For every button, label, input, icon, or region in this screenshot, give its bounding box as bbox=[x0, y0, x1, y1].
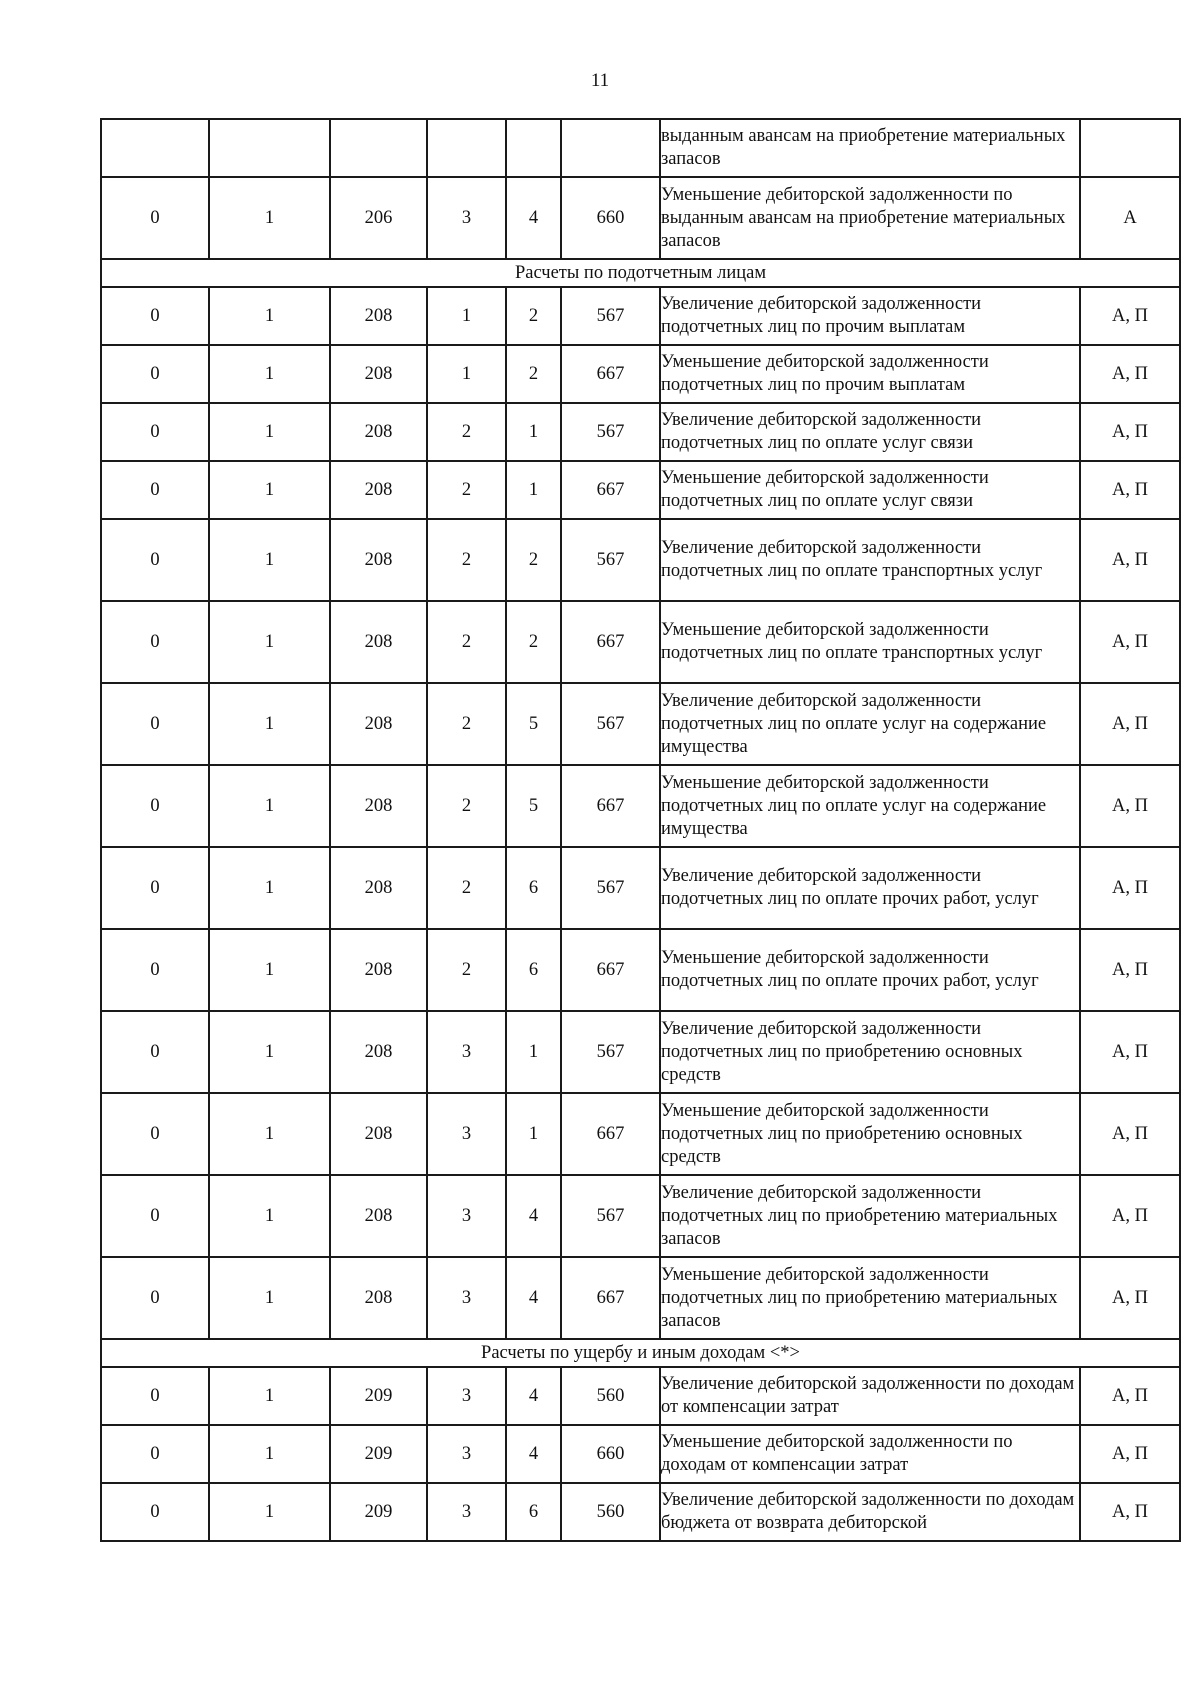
col-group: 2 bbox=[427, 929, 506, 1011]
col-article: 4 bbox=[506, 1367, 561, 1425]
col-article: 2 bbox=[506, 287, 561, 345]
col-account: 209 bbox=[330, 1425, 427, 1483]
operation-description: Уменьшение дебиторской задолженности подотчетных лиц по прочим выплатам bbox=[660, 345, 1080, 403]
operation-type: А, П bbox=[1080, 1367, 1180, 1425]
col-kosgu: 667 bbox=[561, 929, 660, 1011]
col-kosgu: 667 bbox=[561, 1257, 660, 1339]
operation-description: выданным авансам на приобретение материальных запасов bbox=[660, 119, 1080, 177]
operation-description: Уменьшение дебиторской задолженности по доходам от компенсации затрат bbox=[660, 1425, 1080, 1483]
operation-type: А, П bbox=[1080, 1425, 1180, 1483]
col-account: 208 bbox=[330, 683, 427, 765]
col-article: 5 bbox=[506, 765, 561, 847]
col-subsection: 1 bbox=[209, 1011, 330, 1093]
col-account: 209 bbox=[330, 1367, 427, 1425]
col-account: 208 bbox=[330, 1257, 427, 1339]
table-row bbox=[101, 461, 1180, 519]
table-row bbox=[101, 287, 1180, 345]
col-group: 2 bbox=[427, 683, 506, 765]
operation-type: А, П bbox=[1080, 519, 1180, 601]
operation-description: Увеличение дебиторской задолженности подотчетных лиц по прочим выплатам bbox=[660, 287, 1080, 345]
operation-description: Увеличение дебиторской задолженности по доходам от компенсации затрат bbox=[660, 1367, 1080, 1425]
col-subsection: 1 bbox=[209, 1425, 330, 1483]
table-row bbox=[101, 601, 1180, 683]
col-account: 208 bbox=[330, 519, 427, 601]
col-kosgu: 660 bbox=[561, 177, 660, 259]
col-article: 1 bbox=[506, 461, 561, 519]
col-group: 3 bbox=[427, 1011, 506, 1093]
table-row bbox=[101, 1011, 1180, 1093]
col-account: 208 bbox=[330, 929, 427, 1011]
operation-type: А, П bbox=[1080, 1093, 1180, 1175]
col-section: 0 bbox=[101, 847, 209, 929]
col-kosgu: 660 bbox=[561, 1425, 660, 1483]
col-section: 0 bbox=[101, 1483, 209, 1541]
col-group: 1 bbox=[427, 287, 506, 345]
col-group: 3 bbox=[427, 177, 506, 259]
col-group: 2 bbox=[427, 403, 506, 461]
col-kosgu: 667 bbox=[561, 1093, 660, 1175]
table-row bbox=[101, 519, 1180, 601]
col-group: 2 bbox=[427, 847, 506, 929]
table-row bbox=[101, 847, 1180, 929]
col-account: 208 bbox=[330, 1175, 427, 1257]
operation-description: Уменьшение дебиторской задолженности по выданным авансам на приобретение материальных запасов bbox=[660, 177, 1080, 259]
col-article: 4 bbox=[506, 1257, 561, 1339]
table-body bbox=[101, 119, 1180, 1541]
col-account: 206 bbox=[330, 177, 427, 259]
col-section: 0 bbox=[101, 287, 209, 345]
col-article: 4 bbox=[506, 1425, 561, 1483]
col-section: 0 bbox=[101, 1093, 209, 1175]
operation-type: А, П bbox=[1080, 1483, 1180, 1541]
col-section: 0 bbox=[101, 1175, 209, 1257]
operation-type: А, П bbox=[1080, 683, 1180, 765]
operation-description: Уменьшение дебиторской задолженности подотчетных лиц по оплате транспортных услуг bbox=[660, 601, 1080, 683]
col-article: 1 bbox=[506, 1093, 561, 1175]
col-article: 4 bbox=[506, 1175, 561, 1257]
col-section: 0 bbox=[101, 1367, 209, 1425]
col-kosgu: 560 bbox=[561, 1483, 660, 1541]
col-kosgu: 567 bbox=[561, 1011, 660, 1093]
col-article: 1 bbox=[506, 403, 561, 461]
col-subsection: 1 bbox=[209, 461, 330, 519]
operation-type: А, П bbox=[1080, 287, 1180, 345]
table-row bbox=[101, 929, 1180, 1011]
col-account: 208 bbox=[330, 765, 427, 847]
table-row bbox=[101, 683, 1180, 765]
col-section: 0 bbox=[101, 403, 209, 461]
col-section: 0 bbox=[101, 1257, 209, 1339]
operation-description: Увеличение дебиторской задолженности подотчетных лиц по оплате услуг связи bbox=[660, 403, 1080, 461]
operation-description: Уменьшение дебиторской задолженности подотчетных лиц по оплате услуг связи bbox=[660, 461, 1080, 519]
operation-description: Уменьшение дебиторской задолженности подотчетных лиц по оплате прочих работ, услуг bbox=[660, 929, 1080, 1011]
col-group: 3 bbox=[427, 1093, 506, 1175]
col-account bbox=[330, 119, 427, 177]
col-section: 0 bbox=[101, 1011, 209, 1093]
operation-type: А, П bbox=[1080, 601, 1180, 683]
table-row bbox=[101, 1093, 1180, 1175]
col-kosgu: 667 bbox=[561, 461, 660, 519]
operation-type: А, П bbox=[1080, 929, 1180, 1011]
operation-type: А, П bbox=[1080, 461, 1180, 519]
col-subsection: 1 bbox=[209, 1257, 330, 1339]
col-article: 6 bbox=[506, 847, 561, 929]
operation-type: А, П bbox=[1080, 1257, 1180, 1339]
table-row bbox=[101, 403, 1180, 461]
section-title: Расчеты по подотчетным лицам bbox=[101, 259, 1180, 287]
col-subsection: 1 bbox=[209, 847, 330, 929]
col-group: 3 bbox=[427, 1257, 506, 1339]
operation-type: А, П bbox=[1080, 765, 1180, 847]
operation-description: Уменьшение дебиторской задолженности подотчетных лиц по приобретению материальных запасов bbox=[660, 1257, 1080, 1339]
operation-description: Увеличение дебиторской задолженности по доходам бюджета от возврата дебиторской bbox=[660, 1483, 1080, 1541]
col-account: 208 bbox=[330, 1011, 427, 1093]
operation-type: А, П bbox=[1080, 345, 1180, 403]
col-article bbox=[506, 119, 561, 177]
col-article: 2 bbox=[506, 519, 561, 601]
page-number: 11 bbox=[590, 70, 610, 91]
col-kosgu: 567 bbox=[561, 519, 660, 601]
col-section: 0 bbox=[101, 765, 209, 847]
col-subsection: 1 bbox=[209, 519, 330, 601]
table-row bbox=[101, 1483, 1180, 1541]
col-subsection: 1 bbox=[209, 929, 330, 1011]
col-subsection: 1 bbox=[209, 1483, 330, 1541]
col-subsection: 1 bbox=[209, 1175, 330, 1257]
operation-type: А, П bbox=[1080, 403, 1180, 461]
operation-description: Увеличение дебиторской задолженности подотчетных лиц по приобретению основных средств bbox=[660, 1011, 1080, 1093]
table-row bbox=[101, 1175, 1180, 1257]
table-row bbox=[101, 1425, 1180, 1483]
operation-description: Увеличение дебиторской задолженности подотчетных лиц по приобретению материальных запасов bbox=[660, 1175, 1080, 1257]
col-subsection: 1 bbox=[209, 601, 330, 683]
col-section: 0 bbox=[101, 929, 209, 1011]
col-group: 1 bbox=[427, 345, 506, 403]
section-header-row bbox=[101, 1339, 1180, 1367]
col-account: 209 bbox=[330, 1483, 427, 1541]
col-kosgu: 567 bbox=[561, 1175, 660, 1257]
table-row bbox=[101, 119, 1180, 177]
col-kosgu bbox=[561, 119, 660, 177]
col-account: 208 bbox=[330, 287, 427, 345]
col-article: 2 bbox=[506, 601, 561, 683]
col-group: 2 bbox=[427, 601, 506, 683]
operation-description: Увеличение дебиторской задолженности подотчетных лиц по оплате транспортных услуг bbox=[660, 519, 1080, 601]
col-group: 3 bbox=[427, 1175, 506, 1257]
col-section: 0 bbox=[101, 601, 209, 683]
accounts-table bbox=[100, 118, 1181, 1542]
col-section: 0 bbox=[101, 345, 209, 403]
col-subsection: 1 bbox=[209, 287, 330, 345]
table-row bbox=[101, 1257, 1180, 1339]
col-group: 3 bbox=[427, 1425, 506, 1483]
col-article: 4 bbox=[506, 177, 561, 259]
col-kosgu: 560 bbox=[561, 1367, 660, 1425]
col-group: 2 bbox=[427, 461, 506, 519]
operation-description: Уменьшение дебиторской задолженности подотчетных лиц по приобретению основных средств bbox=[660, 1093, 1080, 1175]
col-account: 208 bbox=[330, 461, 427, 519]
table-row bbox=[101, 1367, 1180, 1425]
col-section bbox=[101, 119, 209, 177]
col-article: 6 bbox=[506, 1483, 561, 1541]
col-account: 208 bbox=[330, 847, 427, 929]
col-subsection bbox=[209, 119, 330, 177]
operation-type: А bbox=[1080, 177, 1180, 259]
col-section: 0 bbox=[101, 177, 209, 259]
col-subsection: 1 bbox=[209, 345, 330, 403]
operation-description: Увеличение дебиторской задолженности подотчетных лиц по оплате прочих работ, услуг bbox=[660, 847, 1080, 929]
col-kosgu: 667 bbox=[561, 345, 660, 403]
col-section: 0 bbox=[101, 1425, 209, 1483]
operation-type: А, П bbox=[1080, 847, 1180, 929]
operation-type bbox=[1080, 119, 1180, 177]
col-subsection: 1 bbox=[209, 1093, 330, 1175]
col-kosgu: 567 bbox=[561, 683, 660, 765]
col-subsection: 1 bbox=[209, 683, 330, 765]
col-group: 2 bbox=[427, 765, 506, 847]
col-section: 0 bbox=[101, 683, 209, 765]
col-subsection: 1 bbox=[209, 403, 330, 461]
col-article: 6 bbox=[506, 929, 561, 1011]
col-article: 5 bbox=[506, 683, 561, 765]
col-subsection: 1 bbox=[209, 177, 330, 259]
table-row bbox=[101, 177, 1180, 259]
col-kosgu: 667 bbox=[561, 765, 660, 847]
col-section: 0 bbox=[101, 461, 209, 519]
col-group: 3 bbox=[427, 1483, 506, 1541]
col-kosgu: 567 bbox=[561, 287, 660, 345]
operation-type: А, П bbox=[1080, 1175, 1180, 1257]
col-group: 2 bbox=[427, 519, 506, 601]
col-account: 208 bbox=[330, 345, 427, 403]
col-subsection: 1 bbox=[209, 1367, 330, 1425]
operation-description: Увеличение дебиторской задолженности подотчетных лиц по оплате услуг на содержание имущества bbox=[660, 683, 1080, 765]
col-group: 3 bbox=[427, 1367, 506, 1425]
section-title: Расчеты по ущербу и иным доходам <*> bbox=[101, 1339, 1180, 1367]
col-section: 0 bbox=[101, 519, 209, 601]
col-kosgu: 667 bbox=[561, 601, 660, 683]
col-group bbox=[427, 119, 506, 177]
col-subsection: 1 bbox=[209, 765, 330, 847]
section-header-row bbox=[101, 259, 1180, 287]
operation-description: Уменьшение дебиторской задолженности подотчетных лиц по оплате услуг на содержание имущества bbox=[660, 765, 1080, 847]
col-account: 208 bbox=[330, 1093, 427, 1175]
table-row bbox=[101, 765, 1180, 847]
col-account: 208 bbox=[330, 403, 427, 461]
col-article: 2 bbox=[506, 345, 561, 403]
col-kosgu: 567 bbox=[561, 403, 660, 461]
col-account: 208 bbox=[330, 601, 427, 683]
col-kosgu: 567 bbox=[561, 847, 660, 929]
col-article: 1 bbox=[506, 1011, 561, 1093]
table-row bbox=[101, 345, 1180, 403]
operation-type: А, П bbox=[1080, 1011, 1180, 1093]
